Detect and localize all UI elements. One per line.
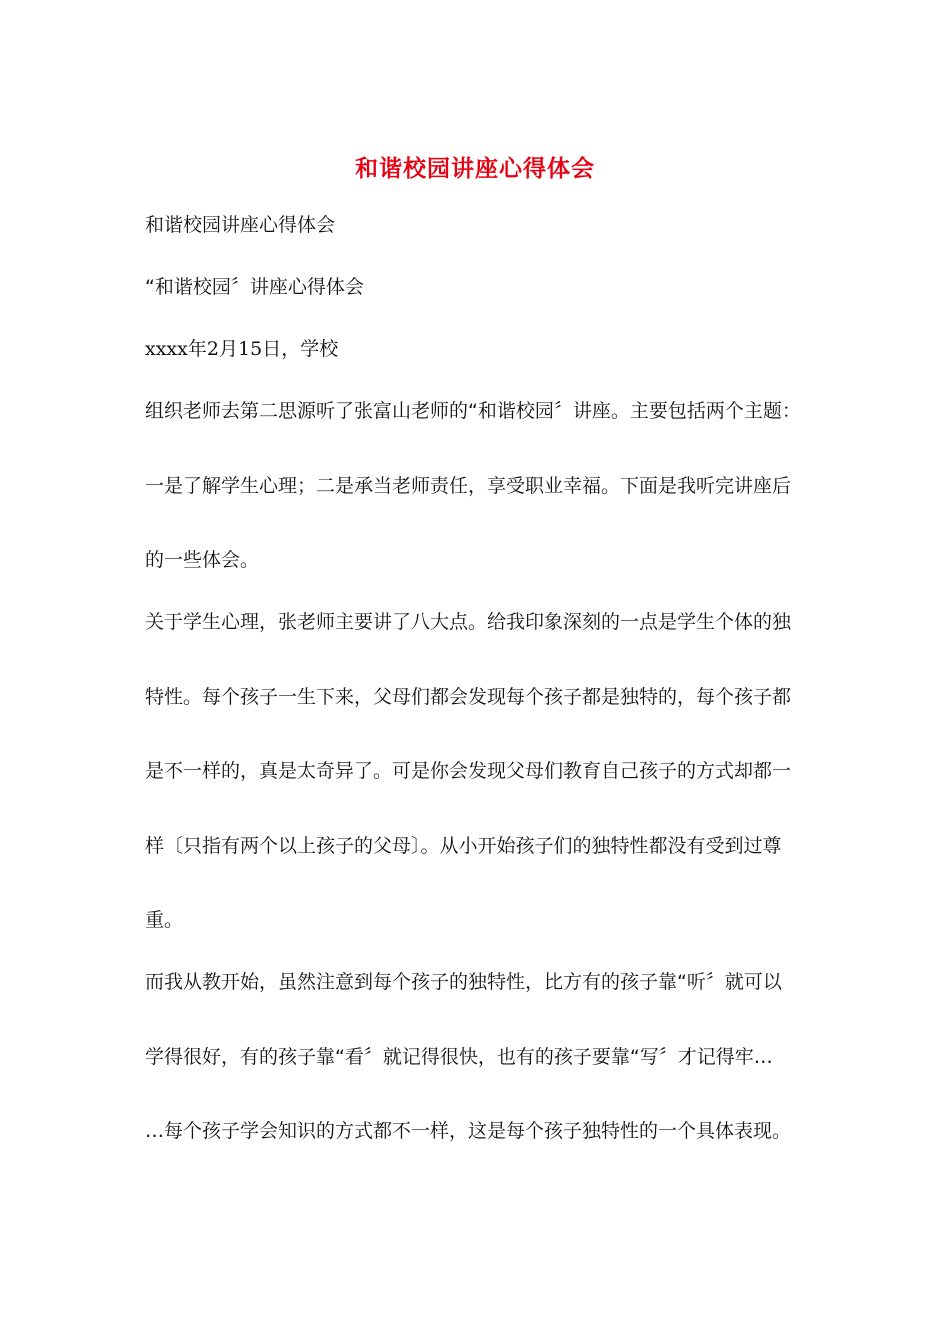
body-line: 一是了解学生心理；二是承当老师责任，享受职业幸福。下面是我听完讲座后 <box>145 475 792 497</box>
subtitle: 和谐校园讲座心得体会 <box>145 214 336 236</box>
date-month: 2 <box>206 338 219 360</box>
body-line: 的一些体会。 <box>145 549 260 571</box>
body-line: 特性。每个孩子一生下来，父母们都会发现每个孩子都是独特的，每个孩子都 <box>145 686 792 708</box>
body-line: 而我从教开始，虽然注意到每个孩子的独特性，比方有的孩子靠“听〞就可以 <box>145 971 782 993</box>
date-year-placeholder: xxxx <box>145 338 188 360</box>
date-year-label: 年 <box>187 338 207 360</box>
body-line: 重。 <box>145 909 184 931</box>
date-line <box>145 336 338 362</box>
page-title: 和谐校园讲座心得体会 <box>355 155 595 182</box>
date-day-label: 日，学校 <box>262 338 339 360</box>
date-day: 15 <box>238 338 263 360</box>
date-month-label: 月 <box>218 338 238 360</box>
body-line: 组织老师去第二思源听了张富山老师的“和谐校园〞讲座。主要包括两个主题： <box>145 400 801 422</box>
body-line: 学得很好，有的孩子靠“看〞就记得很快，也有的孩子要靠“写〞才记得牢… <box>145 1046 773 1068</box>
heading: “和谐校园〞讲座心得体会 <box>145 276 364 298</box>
body-line: 是不一样的，真是太奇异了。可是你会发现父母们教育自己孩子的方式却都一 <box>145 760 792 782</box>
body-line: 关于学生心理，张老师主要讲了八大点。给我印象深刻的一点是学生个体的独 <box>145 611 792 633</box>
body-line: …每个孩子学会知识的方式都不一样，这是每个孩子独特性的一个具体表现。 <box>145 1120 792 1142</box>
body-line: 样〔只指有两个以上孩子的父母〕。从小开始孩子们的独特性都没有受到过尊 <box>145 835 782 857</box>
